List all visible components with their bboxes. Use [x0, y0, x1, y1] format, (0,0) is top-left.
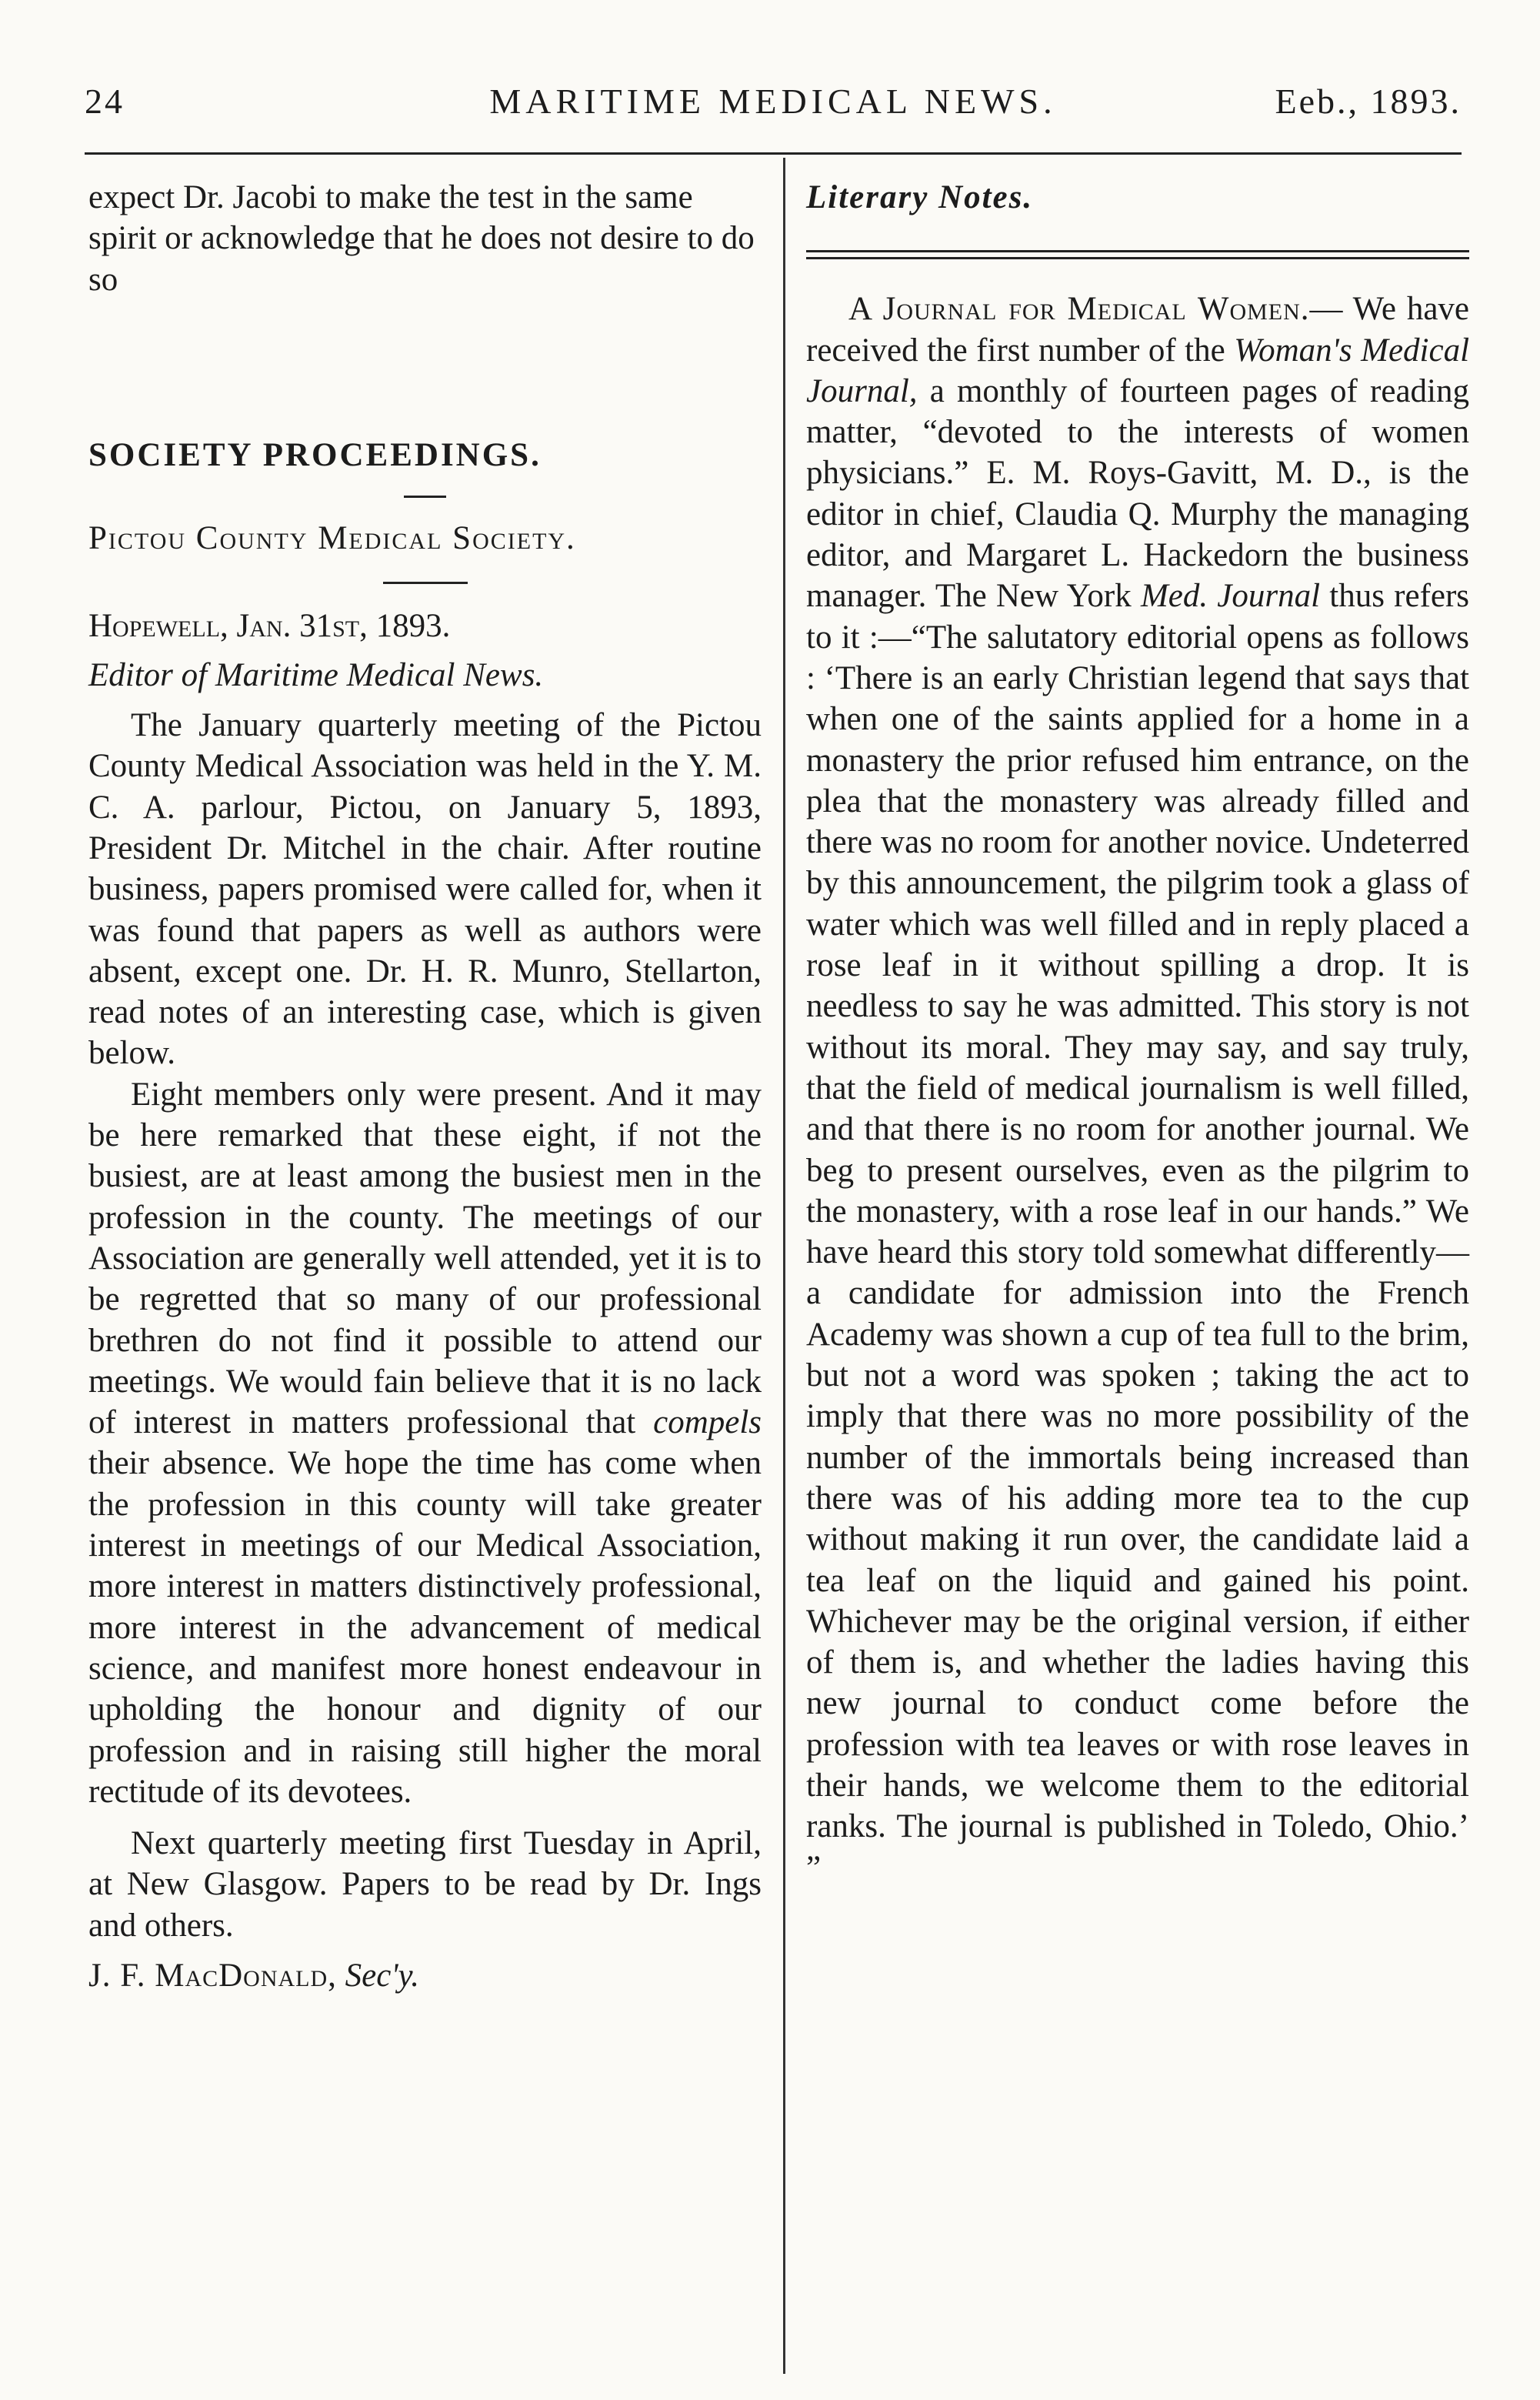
section-title-literary-notes: Literary Notes. — [806, 179, 1034, 215]
emphasis-text: Med. Journal — [1140, 578, 1321, 615]
double-rule — [806, 250, 1469, 259]
article-lead-in: A Journal for Medical Women. — [848, 291, 1310, 328]
body-paragraph: Next quarterly meeting first Tuesday in April, at New Glasgow. Papers to be read by Dr. Ings and others. — [88, 1825, 762, 1944]
left-column — [88, 177, 762, 1996]
page-header — [85, 81, 1462, 135]
letter-dateline: Hopewell, Jan. 31st, 1893. — [88, 608, 451, 645]
letter-salutation: Editor of Maritime Medical News. — [88, 656, 544, 693]
column-divider — [783, 158, 785, 2374]
emphasis-text: Woman's Medical Journal, — [806, 332, 1470, 409]
right-column — [806, 177, 1469, 1888]
body-paragraph: Eight members only were present. And it may be here remarked that these eight, if not the busiest, are at least among the busiest men in the profession in the county. The meetings of our Association are generally well attended, yet it is to be regretted that so many of our professional brethren do not find it possible to attend our meetings. We would fain believe that it is no lack of interest in matters professional that compels their absence. We hope the time has come when the profession in this county will take greater interest in meetings of our Medical Association, more interest in matters distinctively professional, more interest in the advancement of medical science, and manifest more honest endeavour in upholding the honour and dignity of our profession and in raising still higher the moral rectitude of its devotees. — [88, 1076, 762, 1810]
body-paragraph: A Journal for Medical Women.— We have received the first number of the Woman's Medical Journal, a monthly of fourteen pages of reading matter, “devoted to the interests of women physicians.” E. M. Roys-Gavitt, M. D., is the editor in chief, Claudia Q. Murphy the managing editor, and Margaret L. Hackedorn the business manager. The New York Med. Journal thus refers to it :—“The salutatory editorial opens as follows : ‘There is an early Christian legend that says that when one of the saints applied for a home in a monastery the prior refused him entrance, on the plea that the monastery was already filled and there was no room for another novice. Undeterred by this announcement, the pilgrim took a glass of water which was well filled and in reply placed a rose leaf in it without spilling a drop. It is needless to say he was admitted. This story is not without its moral. They may say, and say truly, that the field of medical journalism is well filled, and that there is no room for another journal. We beg to present ourselves, even as the pilgrim to the monastery, with a rose leaf in our hands.” We have heard this story told somewhat differently—a candidate for admission into the French Academy was shown a cup of tea full to the brim, but not a word was spoken ; taking the act to imply that there was no more possibility of the number of the immortals being increased than there was of his adding more tea to the cup without making it run over, the candidate laid a tea leaf on the liquid and gained his point. Whichever may be the original version, if either of them is, and whether the ladies having this new journal to conduct come before the profession with tea leaves or with rose leaves in their hands, we welcome them to the editorial ranks. The journal is published in Toledo, Ohio.’ ” — [806, 291, 1470, 1886]
journal-title: MARITIME MEDICAL NEWS. — [489, 82, 1057, 121]
page-number: 24 — [85, 82, 125, 121]
signature-role: Sec'y. — [345, 1957, 419, 1994]
body-paragraph: The January quarterly meeting of the Pictou County Medical Association was held in the Y. M. C. A. parlour, Pictou, on January 5, 1893, President Dr. Mitchel in the chair. After routine business, papers promised were called for, when it was found that papers as well as authors were absent, except one. Dr. H. R. Munro, Stellarton, read notes of an interesting case, which is given below. — [88, 707, 762, 1072]
emphasis-text: compels — [653, 1404, 762, 1441]
section-title-society-proceedings: SOCIETY PROCEEDINGS. — [88, 436, 542, 473]
issue-date: Eeb., 1893. — [1275, 82, 1462, 121]
society-name: Pictou County Medical Society. — [88, 520, 576, 557]
secretary-signature — [88, 1955, 762, 1996]
signature-name: J. F. MacDonald, — [88, 1957, 337, 1994]
header-rule — [85, 152, 1462, 155]
continued-text: expect Dr. Jacobi to make the test in the same spirit or acknowledge that he does not desire to do so — [88, 179, 755, 298]
